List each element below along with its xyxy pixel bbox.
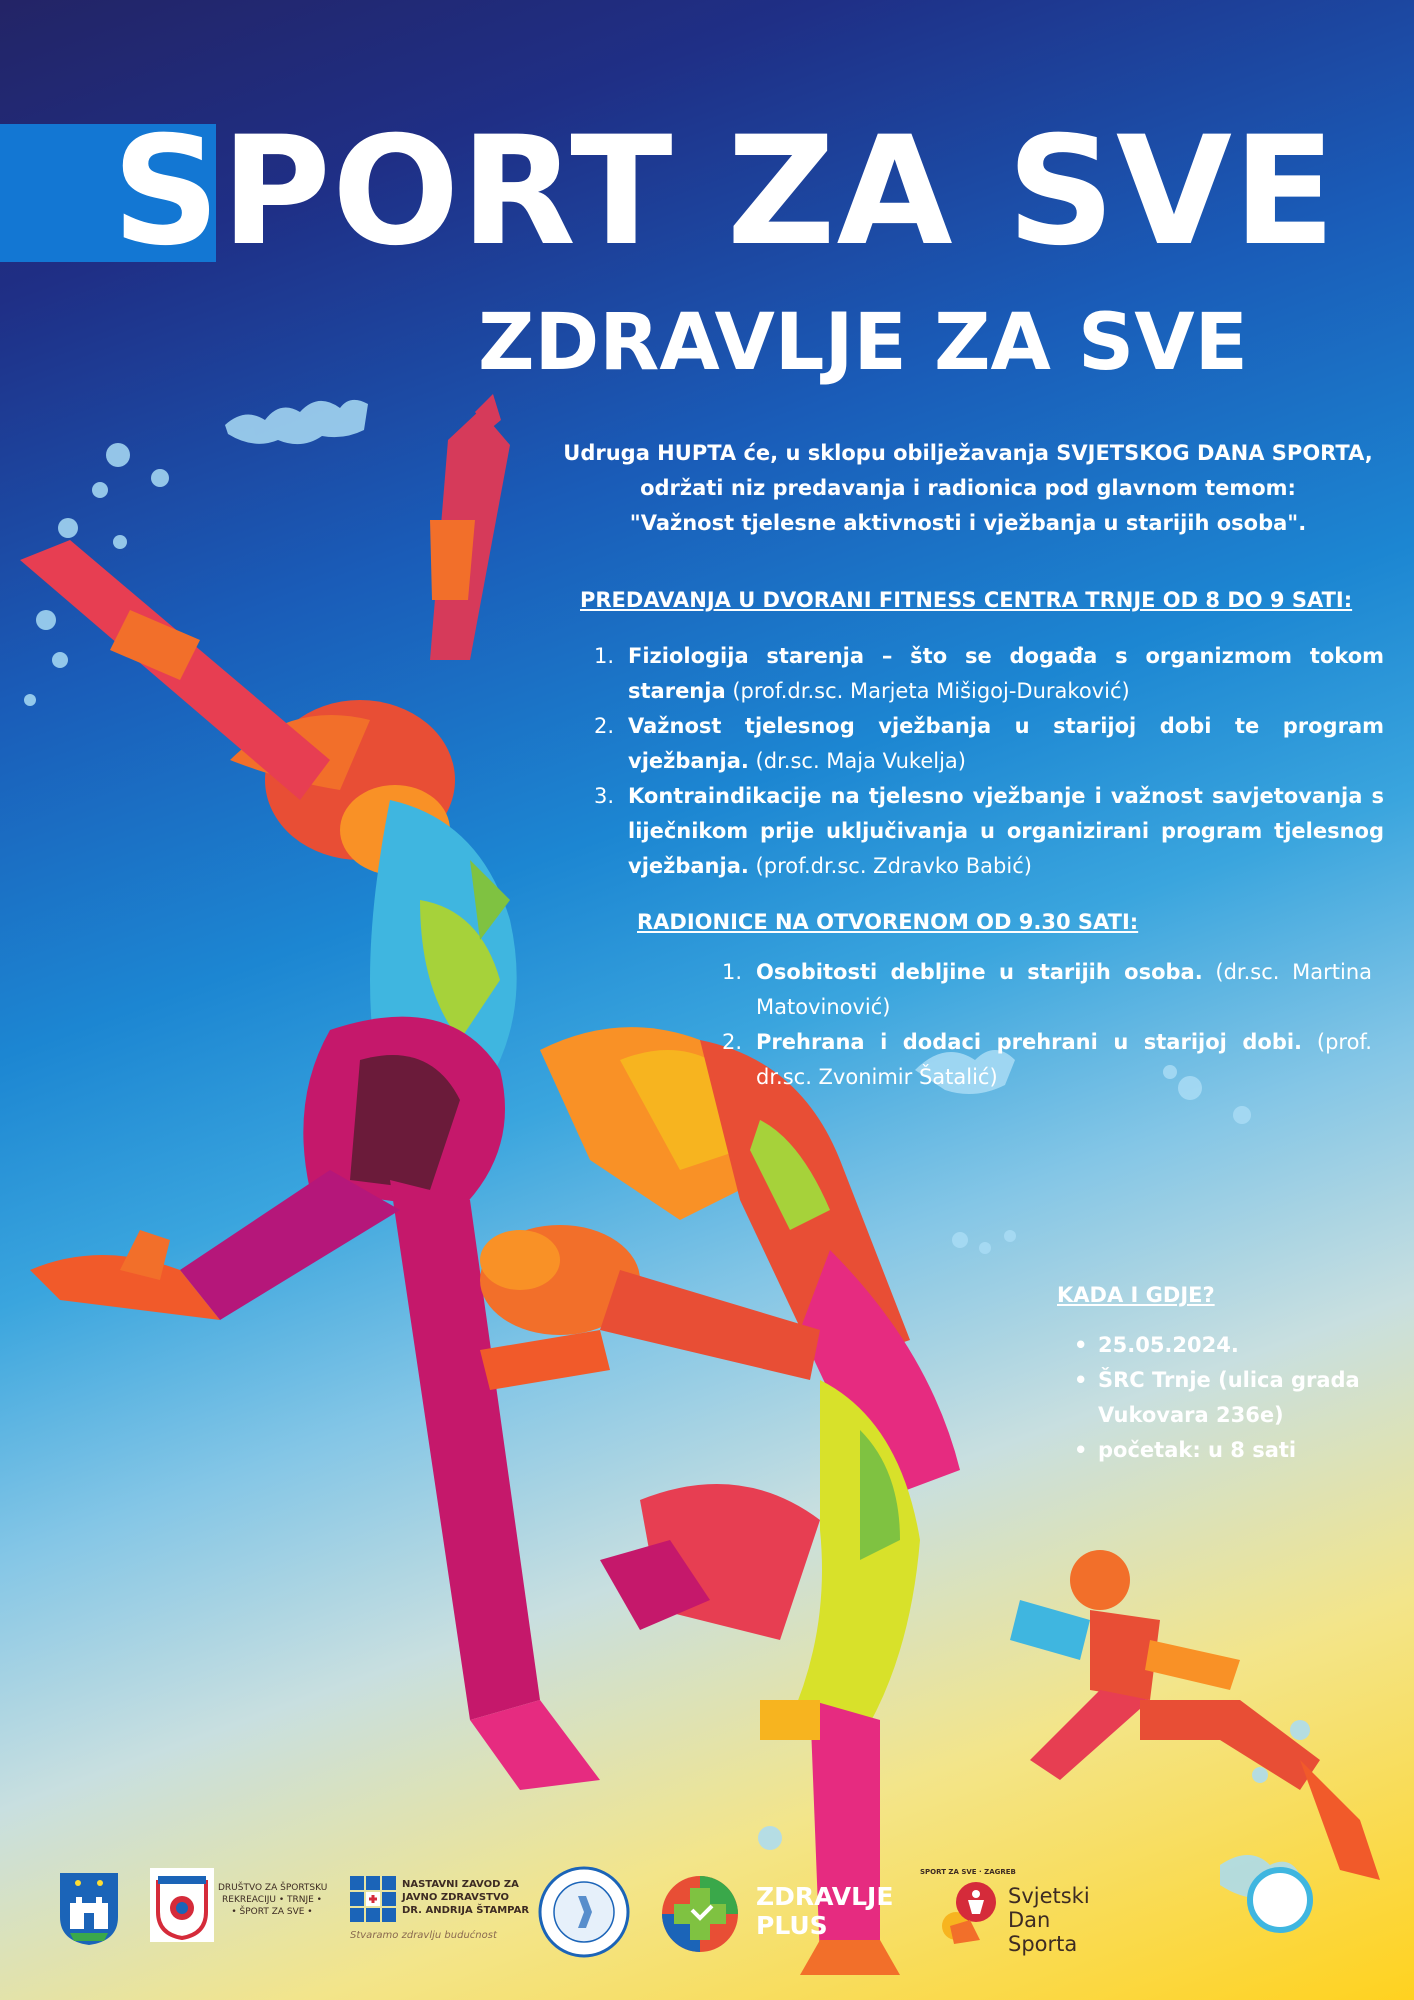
sds-small-text: SPORT ZA SVE · ZAGREB — [920, 1868, 1016, 1876]
logo-text: DR. ANDRIJA ŠTAMPAR — [402, 1905, 530, 1916]
drustvo-logo-caption — [218, 1882, 326, 1918]
item-title: Fiziologija starenja – što se događa s organizmom tokom starenja — [628, 644, 1384, 703]
item-number: 1. — [722, 960, 743, 984]
item-number: 2. — [594, 714, 615, 738]
zavod-slogan: Stvaramo zdravlju budućnost — [350, 1930, 497, 1941]
logo-text: Svjetski — [1008, 1884, 1090, 1908]
event-start-time: • početak: u 8 sati — [1074, 1433, 1404, 1468]
logo-text: Dan — [1008, 1908, 1051, 1932]
intro-line: Udruga HUPTA će, u sklopu obilježavanja SVJETSKOG DANA SPORTA, — [563, 441, 1373, 465]
item-title: Važnost tjelesnog vježbanja u starijoj dobi te program vježbanja. — [628, 714, 1384, 773]
intro-line: "Važnost tjelesne aktivnosti i vježbanja u starijih osoba". — [629, 511, 1307, 535]
page-title: SPORT ZA SVE — [112, 105, 1337, 279]
svjetski-dan-sporta-caption — [1008, 1884, 1090, 1956]
intro-text — [548, 436, 1388, 541]
item-number: 2. — [722, 1030, 743, 1054]
list-item — [594, 709, 1384, 779]
svjetski-dan-sporta-logo — [934, 1880, 1004, 1950]
round-seal-logo — [538, 1866, 630, 1958]
item-title: Kontraindikacije na tjelesno vježbanje i važnost savjetovanja s liječnikom prije uključivanja u organizirani program tjelesnog vježbanja. — [628, 784, 1384, 878]
logo-text: DRUŠTVO ZA ŠPORTSKU — [218, 1883, 328, 1893]
item-number: 1. — [594, 644, 615, 668]
logo-text: Sporta — [1008, 1932, 1078, 1956]
list-item — [594, 639, 1384, 709]
when-where-heading: KADA I GDJE? — [1057, 1283, 1215, 1307]
list-item — [722, 1025, 1372, 1095]
item-author: (prof. dr.sc. Zvonimir Šatalić) — [756, 1030, 1372, 1089]
zavod-logo-caption — [402, 1878, 529, 1917]
item-author: (prof.dr.sc. Zdravko Babić) — [755, 854, 1032, 878]
intro-line: održati niz predavanja i radionica pod glavnom temom: — [640, 476, 1296, 500]
logo-text: ZDRAVLJE — [756, 1882, 894, 1911]
item-number: 3. — [594, 784, 615, 808]
lectures-list — [594, 639, 1384, 884]
logo-text: NASTAVNI ZAVOD ZA — [402, 1879, 519, 1890]
lectures-heading: PREDAVANJA U DVORANI FITNESS CENTRA TRNJE OD 8 DO 9 SATI: — [580, 588, 1353, 612]
event-location: • ŠRC Trnje (ulica grada Vukovara 236e) — [1074, 1363, 1404, 1433]
when-where-list — [1074, 1328, 1404, 1468]
zagreb-coat-of-arms-logo — [56, 1869, 122, 1947]
logo-text: REKREACIJU • TRNJE • — [222, 1895, 322, 1905]
sponsor-logos — [0, 1850, 1414, 1960]
list-item — [594, 779, 1384, 884]
zdravlje-plus-logo — [660, 1874, 740, 1954]
figure-cartwheel — [480, 1027, 960, 1975]
event-date: • 25.05.2024. — [1074, 1328, 1404, 1363]
zavod-andrija-stampar-logo — [350, 1876, 396, 1922]
drustvo-sport-za-sve-logo — [150, 1868, 214, 1942]
figure-jumping-woman — [20, 394, 600, 1790]
zdravlje-plus-caption — [756, 1882, 893, 1940]
list-item — [722, 955, 1372, 1025]
logo-text: PLUS — [756, 1911, 828, 1940]
workshops-heading: RADIONICE NA OTVORENOM OD 9.30 SATI: — [637, 910, 1139, 934]
logo-text: • ŠPORT ZA SVE • — [231, 1907, 313, 1917]
item-title: Osobitosti debljine u starijih osoba. — [756, 960, 1203, 984]
item-title: Prehrana i dodaci prehrani u starijoj dobi. — [756, 1030, 1303, 1054]
page-subtitle: ZDRAVLJE ZA SVE — [478, 298, 1248, 388]
item-author: (dr.sc. Maja Vukelja) — [755, 749, 966, 773]
item-author: (dr.sc. Martina Matovinović) — [756, 960, 1372, 1019]
item-author: (prof.dr.sc. Marjeta Mišigoj-Duraković) — [732, 679, 1130, 703]
workshops-list — [722, 955, 1372, 1095]
logo-text: JAVNO ZDRAVSTVO — [402, 1892, 510, 1903]
